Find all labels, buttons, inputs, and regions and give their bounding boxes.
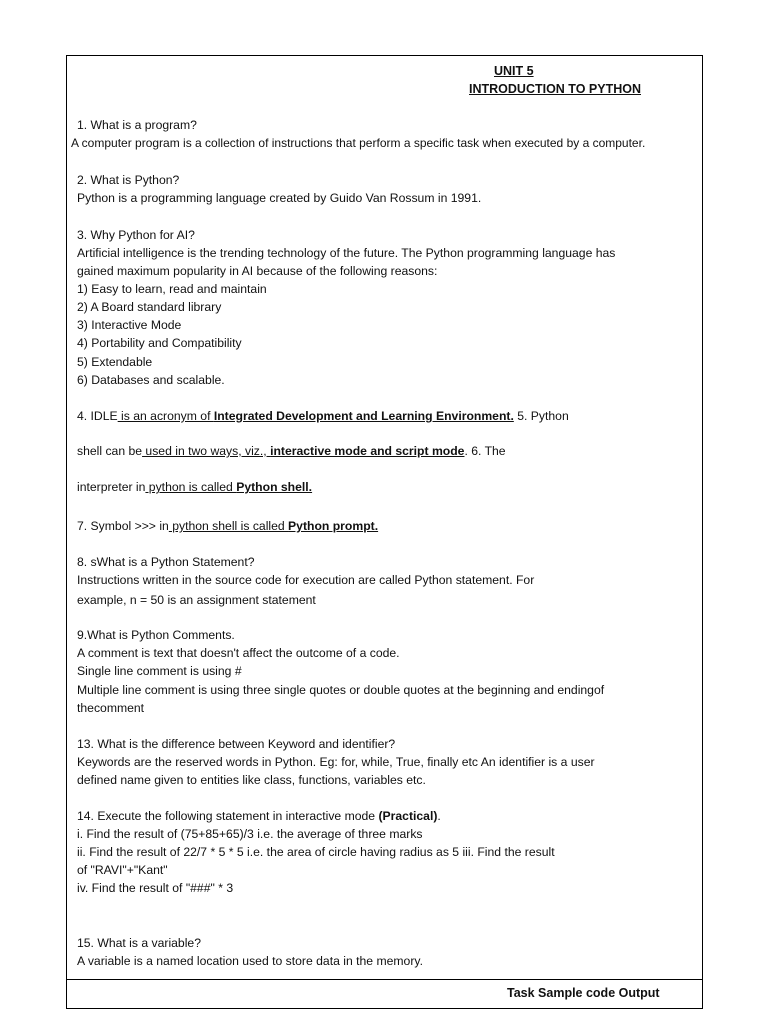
q8-answer-line1: Instructions written in the source code for execution are called Python statement. For <box>77 573 535 587</box>
q3-answer-line1: Artificial intelligence is the trending technology of the future. The Python programming language has <box>77 246 616 260</box>
q6-bold: Python shell. <box>236 480 313 494</box>
q9-question: 9.What is Python Comments. <box>77 628 235 642</box>
q3-reason-6: 6) Databases and scalable. <box>77 373 225 387</box>
q4-suffix: 5. Python <box>513 409 569 423</box>
unit-heading: UNIT 5 <box>494 64 534 78</box>
footer-label: Task Sample code Output <box>507 986 660 1000</box>
q5-suffix: . 6. The <box>464 444 506 458</box>
q5-line <box>77 442 506 460</box>
q9-line4: thecomment <box>77 701 145 715</box>
q7-line <box>77 517 378 535</box>
q9-line3: Multiple line comment is using three single quotes or double quotes at the beginning and endingof <box>77 683 605 697</box>
q3-answer-line2: gained maximum popularity in AI because of the following reasons: <box>77 264 438 278</box>
q14-question-prefix: 14. Execute the following statement in interactive mode <box>77 809 379 823</box>
q15-question: 15. What is a variable? <box>77 936 201 950</box>
q2-answer: Python is a programming language created by Guido Van Rossum in 1991. <box>77 191 482 205</box>
q7-bold: Python prompt. <box>288 519 379 533</box>
q4-prefix: 4. IDLE <box>77 409 118 423</box>
q5-underlined: used in two ways, viz., <box>142 444 271 458</box>
q13-answer-line1: Keywords are the reserved words in Python. Eg: for, while, True, finally etc An identifier is a user <box>77 755 595 769</box>
q14-question-bold: (Practical) <box>378 809 438 823</box>
q14-item-3: of "RAVI"+"Kant" <box>77 863 168 877</box>
q1-question: 1. What is a program? <box>77 118 197 132</box>
q5-bold: interactive mode and script mode <box>270 444 465 458</box>
q4-underlined: is an acronym of <box>117 409 214 423</box>
q3-question: 3. Why Python for AI? <box>77 228 195 242</box>
q7-underlined: python shell is called <box>168 519 289 533</box>
q6-line <box>77 478 312 496</box>
q14-item-1: i. Find the result of (75+85+65)/3 i.e. the average of three marks <box>77 827 423 841</box>
q2-question: 2. What is Python? <box>77 173 180 187</box>
q1-answer: A computer program is a collection of instructions that perform a specific task when executed by a computer. <box>71 136 646 150</box>
page-title: INTRODUCTION TO PYTHON <box>469 82 641 96</box>
q13-answer-line2: defined name given to entities like class, functions, variables etc. <box>77 773 426 787</box>
footer-divider <box>66 979 703 980</box>
q3-reason-3: 3) Interactive Mode <box>77 318 182 332</box>
q6-underlined: python is called <box>145 480 237 494</box>
q4-bold: Integrated Development and Learning Environment. <box>213 409 514 423</box>
q15-answer: A variable is a named location used to store data in the memory. <box>77 954 423 968</box>
q3-reason-2: 2) A Board standard library <box>77 300 222 314</box>
q14-question-suffix: . <box>437 809 441 823</box>
q14-item-2: ii. Find the result of 22/7 * 5 * 5 i.e. the area of circle having radius as 5 iii. Find the result <box>77 845 555 859</box>
q8-answer-line2: example, n = 50 is an assignment statement <box>77 593 316 607</box>
q4-line <box>77 407 569 425</box>
q3-reason-5: 5) Extendable <box>77 355 153 369</box>
q14-item-4: iv. Find the result of "###" * 3 <box>77 881 234 895</box>
q14-question <box>77 807 441 825</box>
q7-prefix: 7. Symbol >>> in <box>77 519 169 533</box>
q13-question: 13. What is the difference between Keyword and identifier? <box>77 737 396 751</box>
q3-reason-4: 4) Portability and Compatibility <box>77 336 242 350</box>
q9-line2: Single line comment is using # <box>77 664 242 678</box>
q9-line1: A comment is text that doesn't affect the outcome of a code. <box>77 646 400 660</box>
q8-question: 8. sWhat is a Python Statement? <box>77 555 255 569</box>
q6-prefix: interpreter in <box>77 480 146 494</box>
q3-reason-1: 1) Easy to learn, read and maintain <box>77 282 267 296</box>
q5-prefix: shell can be <box>77 444 143 458</box>
